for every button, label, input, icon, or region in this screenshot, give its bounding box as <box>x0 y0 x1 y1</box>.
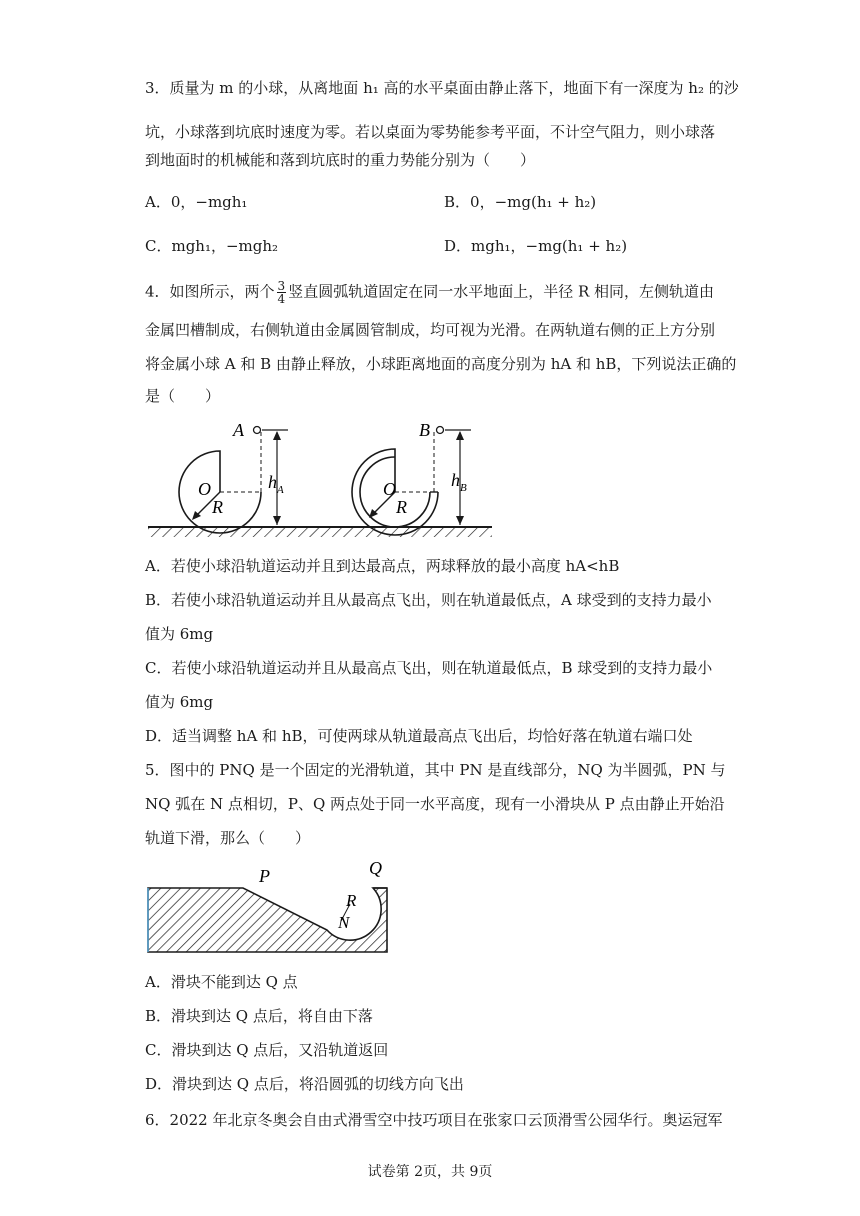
hb-arrow-down <box>456 516 464 525</box>
label-o-right: O <box>383 479 396 499</box>
label-r: R <box>346 891 357 910</box>
label-o-left: O <box>198 479 211 499</box>
q4-option-c-line-1: C．若使小球沿轨道运动并且从最高点飞出，则在轨道最低点，B 球受到的支持力最小 <box>145 659 713 677</box>
label-b: B <box>419 420 430 440</box>
q4-track-figure <box>140 412 500 542</box>
label-ha: $h_A$ <box>268 472 284 496</box>
q5-line-3: 轨道下滑，那么（ ） <box>145 829 311 847</box>
ha-arrow-down <box>273 516 281 525</box>
label-a: A <box>233 420 244 440</box>
label-hb: $h_B$ <box>451 470 467 494</box>
ball-a <box>254 427 261 434</box>
label-n: N <box>338 913 350 932</box>
ha-arrow-up <box>273 431 281 440</box>
q3-line-3: 到地面时的机械能和落到坑底时的重力势能分别为（ ） <box>145 151 536 169</box>
q5-track-figure <box>145 854 395 958</box>
fraction-denominator: 4 <box>277 292 286 306</box>
q4-line-1-suffix: 竖直圆弧轨道固定在同一水平地面上，半径 R 相同，左侧轨道由 <box>288 282 715 301</box>
q3-option-d: D．mgh₁，−mg(h₁ + h₂) <box>444 237 628 255</box>
q4-option-a: A．若使小球沿轨道运动并且到达最高点，两球释放的最小高度 hA<hB <box>145 557 620 575</box>
q3-option-c: C．mgh₁，−mgh₂ <box>145 237 279 255</box>
q4-option-d: D．适当调整 hA 和 hB，可使两球从轨道最高点飞出后，均恰好落在轨道右端口处 <box>145 727 693 745</box>
ball-b <box>437 427 444 434</box>
label-q: Q <box>369 858 382 878</box>
q5-option-b: B．滑块到达 Q 点后，将自由下落 <box>145 1007 373 1025</box>
q4-line-4: 是（ ） <box>145 387 221 405</box>
ground-hatching <box>148 528 492 537</box>
label-r-right: R <box>396 497 407 517</box>
label-r-left: R <box>212 497 223 517</box>
q5-option-d: D．滑块到达 Q 点后，将沿圆弧的切线方向飞出 <box>145 1075 464 1093</box>
q4-option-c-line-2: 值为 6mg <box>145 693 214 711</box>
q4-line-1-prefix: 4．如图所示，两个 <box>145 282 275 301</box>
three-quarters-fraction <box>277 280 287 305</box>
q4-line-3: 将金属小球 A 和 B 由静止释放，小球距离地面的高度分别为 hA 和 hB，下列说法正确的 <box>145 355 737 373</box>
q3-option-a: A．0，−mgh₁ <box>145 193 248 211</box>
q4-line-1 <box>145 280 714 305</box>
q4-option-b-line-1: B．若使小球沿轨道运动并且从最高点飞出，则在轨道最低点，A 球受到的支持力最小 <box>145 591 712 609</box>
q5-line-2: NQ 弧在 N 点相切，P、Q 两点处于同一水平高度，现有一小滑块从 P 点由静止开始沿 <box>145 795 725 813</box>
q5-line-1: 5．图中的 PNQ 是一个固定的光滑轨道，其中 PN 是直线部分，NQ 为半圆弧，PN 与 <box>145 761 726 779</box>
q4-option-b-line-2: 值为 6mg <box>145 625 214 643</box>
fraction-numerator: 3 <box>277 279 286 293</box>
label-p: P <box>259 866 270 886</box>
q3-line-1: 3．质量为 m 的小球，从离地面 h₁ 高的水平桌面由静止落下，地面下有一深度为 h₂ 的沙 <box>145 79 739 97</box>
q3-option-b: B．0，−mg(h₁ + h₂) <box>444 193 597 211</box>
q5-option-c: C．滑块到达 Q 点后，又沿轨道返回 <box>145 1041 389 1059</box>
page-footer: 试卷第 2页，共 9页 <box>367 1164 493 1180</box>
q3-line-2: 坑，小球落到坑底时速度为零。若以桌面为零势能参考平面，不计空气阻力，则小球落 <box>145 123 716 141</box>
q5-option-a: A．滑块不能到达 Q 点 <box>145 973 298 991</box>
hb-arrow-up <box>456 431 464 440</box>
q6-line-1: 6．2022 年北京冬奥会自由式滑雪空中技巧项目在张家口云顶滑雪公园华行。奥运冠军 <box>145 1111 723 1129</box>
q4-line-2: 金属凹槽制成，右侧轨道由金属圆管制成，均可视为光滑。在两轨道右侧的正上方分别 <box>145 321 716 339</box>
